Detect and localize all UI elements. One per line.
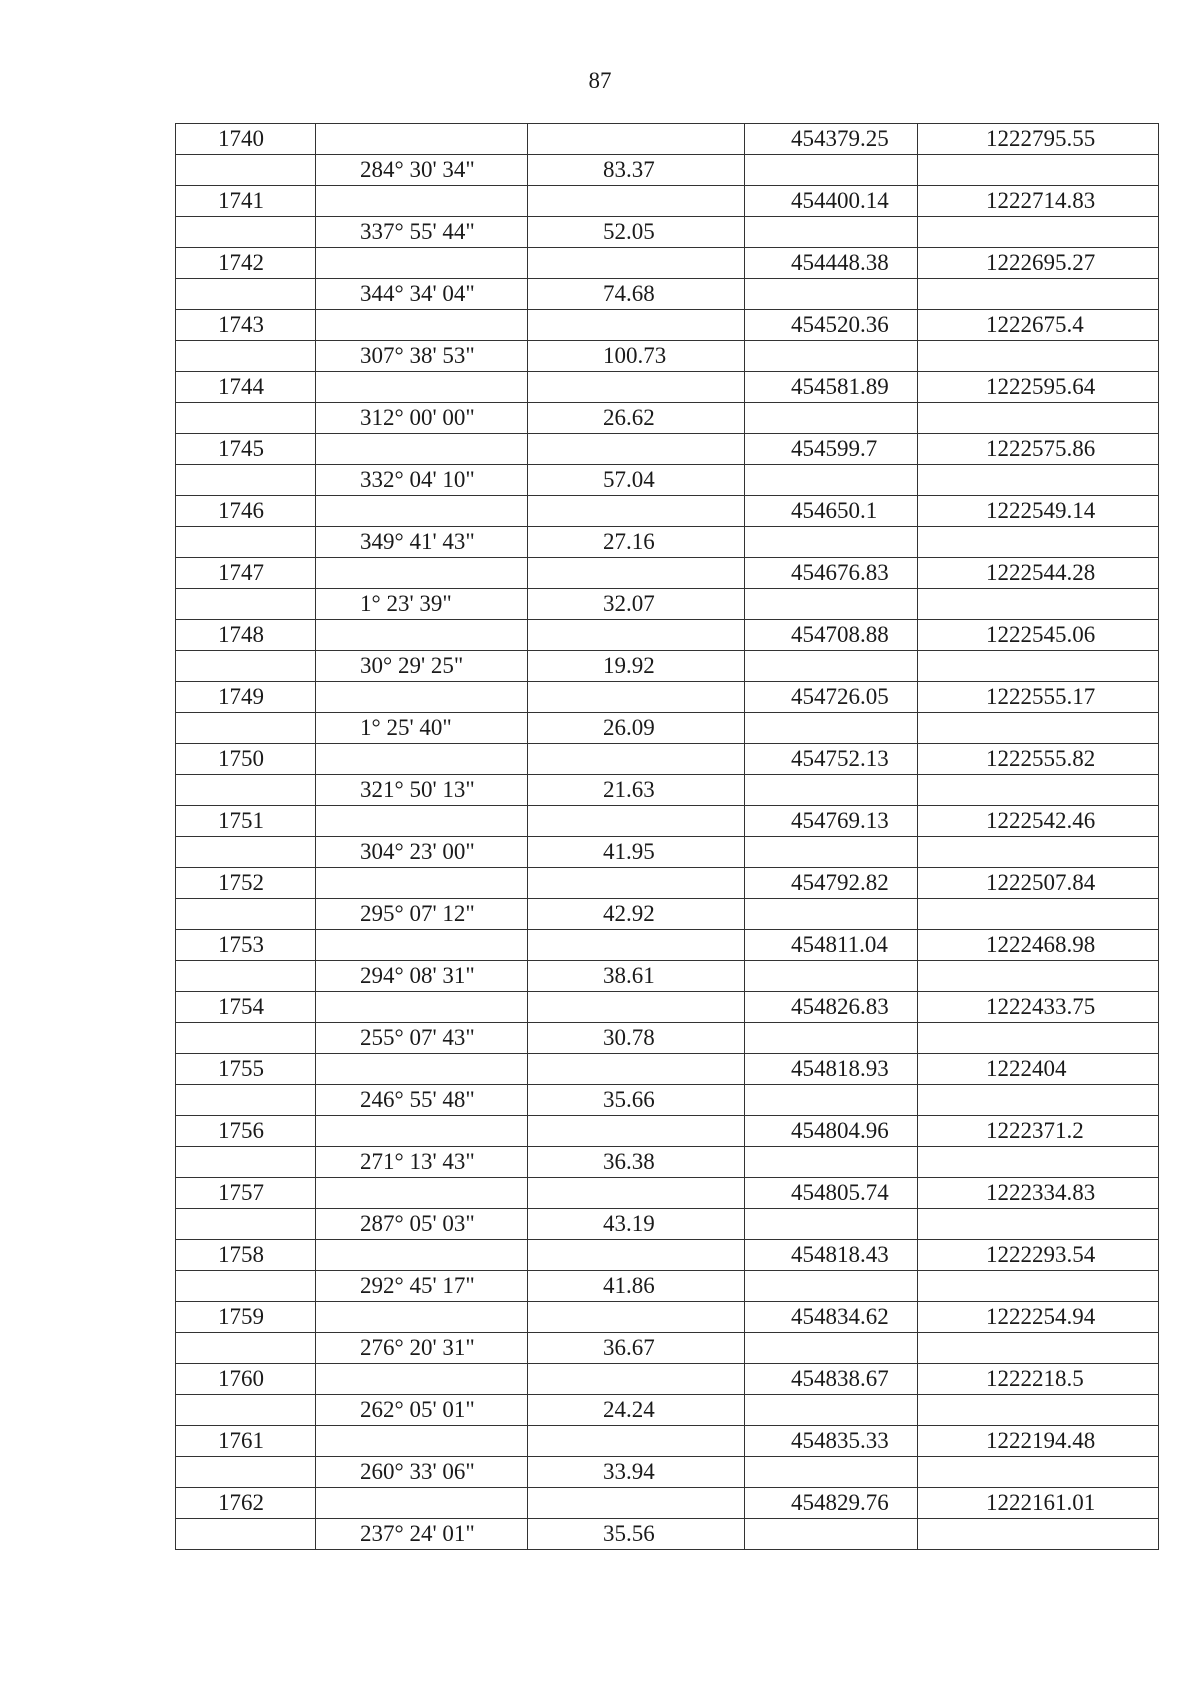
easting-cell bbox=[745, 1519, 918, 1550]
easting-cell: 454769.13 bbox=[745, 806, 918, 837]
distance-cell: 30.78 bbox=[528, 1023, 745, 1054]
easting-cell bbox=[745, 1271, 918, 1302]
station-cell bbox=[176, 341, 316, 372]
distance-cell bbox=[528, 992, 745, 1023]
station-cell bbox=[176, 279, 316, 310]
station-cell bbox=[176, 713, 316, 744]
easting-cell bbox=[745, 1147, 918, 1178]
easting-cell bbox=[745, 775, 918, 806]
easting-cell bbox=[745, 217, 918, 248]
table-row bbox=[176, 403, 1159, 434]
bearing-cell: 332° 04' 10" bbox=[316, 465, 528, 496]
station-cell bbox=[176, 899, 316, 930]
bearing-cell: 1° 23' 39" bbox=[316, 589, 528, 620]
northing-cell bbox=[918, 403, 1159, 434]
northing-cell: 1222555.17 bbox=[918, 682, 1159, 713]
bearing-cell bbox=[316, 1302, 528, 1333]
distance-cell: 21.63 bbox=[528, 775, 745, 806]
northing-cell bbox=[918, 651, 1159, 682]
bearing-cell: 1° 25' 40" bbox=[316, 713, 528, 744]
easting-cell bbox=[745, 713, 918, 744]
bearing-cell: 307° 38' 53" bbox=[316, 341, 528, 372]
northing-cell bbox=[918, 1209, 1159, 1240]
bearing-cell: 246° 55' 48" bbox=[316, 1085, 528, 1116]
station-cell: 1751 bbox=[176, 806, 316, 837]
bearing-cell bbox=[316, 744, 528, 775]
easting-cell bbox=[745, 837, 918, 868]
station-cell: 1743 bbox=[176, 310, 316, 341]
distance-cell: 38.61 bbox=[528, 961, 745, 992]
table-row bbox=[176, 992, 1159, 1023]
bearing-cell bbox=[316, 496, 528, 527]
easting-cell: 454818.93 bbox=[745, 1054, 918, 1085]
northing-cell bbox=[918, 1271, 1159, 1302]
easting-cell bbox=[745, 651, 918, 682]
table-row bbox=[176, 124, 1159, 155]
distance-cell bbox=[528, 1364, 745, 1395]
easting-cell: 454811.04 bbox=[745, 930, 918, 961]
easting-cell bbox=[745, 155, 918, 186]
bearing-cell bbox=[316, 124, 528, 155]
distance-cell bbox=[528, 1054, 745, 1085]
distance-cell bbox=[528, 186, 745, 217]
easting-cell: 454838.67 bbox=[745, 1364, 918, 1395]
bearing-cell: 344° 34' 04" bbox=[316, 279, 528, 310]
distance-cell: 35.66 bbox=[528, 1085, 745, 1116]
northing-cell bbox=[918, 1457, 1159, 1488]
northing-cell bbox=[918, 1147, 1159, 1178]
bearing-cell: 287° 05' 03" bbox=[316, 1209, 528, 1240]
station-cell bbox=[176, 1085, 316, 1116]
easting-cell: 454805.74 bbox=[745, 1178, 918, 1209]
distance-cell bbox=[528, 1178, 745, 1209]
station-cell bbox=[176, 1147, 316, 1178]
table-row bbox=[176, 155, 1159, 186]
bearing-cell: 337° 55' 44" bbox=[316, 217, 528, 248]
station-cell: 1744 bbox=[176, 372, 316, 403]
northing-cell bbox=[918, 589, 1159, 620]
northing-cell: 1222795.55 bbox=[918, 124, 1159, 155]
northing-cell: 1222194.48 bbox=[918, 1426, 1159, 1457]
northing-cell: 1222254.94 bbox=[918, 1302, 1159, 1333]
easting-cell: 454818.43 bbox=[745, 1240, 918, 1271]
easting-cell: 454835.33 bbox=[745, 1426, 918, 1457]
northing-cell bbox=[918, 961, 1159, 992]
table-row bbox=[176, 217, 1159, 248]
distance-cell: 27.16 bbox=[528, 527, 745, 558]
distance-cell bbox=[528, 124, 745, 155]
northing-cell: 1222468.98 bbox=[918, 930, 1159, 961]
distance-cell bbox=[528, 372, 745, 403]
table-row bbox=[176, 1426, 1159, 1457]
station-cell bbox=[176, 775, 316, 806]
table-row bbox=[176, 806, 1159, 837]
bearing-cell bbox=[316, 682, 528, 713]
table-row bbox=[176, 1457, 1159, 1488]
station-cell: 1759 bbox=[176, 1302, 316, 1333]
distance-cell: 36.67 bbox=[528, 1333, 745, 1364]
distance-cell: 83.37 bbox=[528, 155, 745, 186]
northing-cell: 1222544.28 bbox=[918, 558, 1159, 589]
bearing-cell: 271° 13' 43" bbox=[316, 1147, 528, 1178]
northing-cell: 1222555.82 bbox=[918, 744, 1159, 775]
bearing-cell bbox=[316, 186, 528, 217]
distance-cell bbox=[528, 496, 745, 527]
station-cell: 1756 bbox=[176, 1116, 316, 1147]
northing-cell bbox=[918, 527, 1159, 558]
bearing-cell bbox=[316, 372, 528, 403]
distance-cell: 26.09 bbox=[528, 713, 745, 744]
station-cell bbox=[176, 589, 316, 620]
northing-cell bbox=[918, 899, 1159, 930]
station-cell bbox=[176, 837, 316, 868]
station-cell: 1755 bbox=[176, 1054, 316, 1085]
distance-cell bbox=[528, 434, 745, 465]
bearing-cell bbox=[316, 992, 528, 1023]
northing-cell bbox=[918, 775, 1159, 806]
easting-cell: 454676.83 bbox=[745, 558, 918, 589]
easting-cell bbox=[745, 1395, 918, 1426]
table-row bbox=[176, 558, 1159, 589]
station-cell: 1749 bbox=[176, 682, 316, 713]
easting-cell bbox=[745, 527, 918, 558]
northing-cell: 1222545.06 bbox=[918, 620, 1159, 651]
easting-cell bbox=[745, 1085, 918, 1116]
northing-cell bbox=[918, 279, 1159, 310]
table-row bbox=[176, 1054, 1159, 1085]
distance-cell bbox=[528, 682, 745, 713]
station-cell bbox=[176, 527, 316, 558]
station-cell bbox=[176, 1457, 316, 1488]
northing-cell bbox=[918, 1519, 1159, 1550]
distance-cell: 52.05 bbox=[528, 217, 745, 248]
table-row bbox=[176, 682, 1159, 713]
easting-cell: 454581.89 bbox=[745, 372, 918, 403]
station-cell bbox=[176, 1271, 316, 1302]
easting-cell bbox=[745, 899, 918, 930]
bearing-cell bbox=[316, 434, 528, 465]
northing-cell: 1222595.64 bbox=[918, 372, 1159, 403]
station-cell bbox=[176, 1395, 316, 1426]
bearing-cell: 276° 20' 31" bbox=[316, 1333, 528, 1364]
table-row bbox=[176, 1085, 1159, 1116]
table-row bbox=[176, 186, 1159, 217]
table-row bbox=[176, 837, 1159, 868]
distance-cell: 74.68 bbox=[528, 279, 745, 310]
bearing-cell: 255° 07' 43" bbox=[316, 1023, 528, 1054]
station-cell: 1758 bbox=[176, 1240, 316, 1271]
station-cell bbox=[176, 1023, 316, 1054]
easting-cell: 454599.7 bbox=[745, 434, 918, 465]
bearing-cell: 284° 30' 34" bbox=[316, 155, 528, 186]
table-row bbox=[176, 1271, 1159, 1302]
northing-cell bbox=[918, 155, 1159, 186]
distance-cell: 26.62 bbox=[528, 403, 745, 434]
northing-cell: 1222161.01 bbox=[918, 1488, 1159, 1519]
easting-cell: 454400.14 bbox=[745, 186, 918, 217]
station-cell: 1748 bbox=[176, 620, 316, 651]
easting-cell bbox=[745, 1333, 918, 1364]
station-cell: 1752 bbox=[176, 868, 316, 899]
distance-cell bbox=[528, 310, 745, 341]
easting-cell bbox=[745, 403, 918, 434]
northing-cell: 1222218.5 bbox=[918, 1364, 1159, 1395]
table-row bbox=[176, 465, 1159, 496]
table-row bbox=[176, 1116, 1159, 1147]
bearing-cell: 292° 45' 17" bbox=[316, 1271, 528, 1302]
station-cell: 1761 bbox=[176, 1426, 316, 1457]
bearing-cell: 349° 41' 43" bbox=[316, 527, 528, 558]
coordinate-table bbox=[175, 123, 1159, 1550]
station-cell bbox=[176, 1333, 316, 1364]
distance-cell bbox=[528, 1302, 745, 1333]
station-cell bbox=[176, 651, 316, 682]
bearing-cell bbox=[316, 620, 528, 651]
distance-cell bbox=[528, 248, 745, 279]
station-cell: 1742 bbox=[176, 248, 316, 279]
easting-cell: 454834.62 bbox=[745, 1302, 918, 1333]
table-row bbox=[176, 310, 1159, 341]
northing-cell bbox=[918, 1023, 1159, 1054]
bearing-cell bbox=[316, 1178, 528, 1209]
bearing-cell bbox=[316, 1364, 528, 1395]
northing-cell: 1222695.27 bbox=[918, 248, 1159, 279]
station-cell bbox=[176, 465, 316, 496]
table-row bbox=[176, 899, 1159, 930]
distance-cell: 57.04 bbox=[528, 465, 745, 496]
station-cell: 1753 bbox=[176, 930, 316, 961]
easting-cell: 454792.82 bbox=[745, 868, 918, 899]
northing-cell bbox=[918, 837, 1159, 868]
northing-cell: 1222334.83 bbox=[918, 1178, 1159, 1209]
northing-cell bbox=[918, 217, 1159, 248]
easting-cell: 454804.96 bbox=[745, 1116, 918, 1147]
bearing-cell bbox=[316, 868, 528, 899]
northing-cell: 1222549.14 bbox=[918, 496, 1159, 527]
northing-cell bbox=[918, 341, 1159, 372]
station-cell: 1747 bbox=[176, 558, 316, 589]
table-row bbox=[176, 744, 1159, 775]
station-cell bbox=[176, 961, 316, 992]
easting-cell bbox=[745, 341, 918, 372]
bearing-cell: 295° 07' 12" bbox=[316, 899, 528, 930]
northing-cell bbox=[918, 713, 1159, 744]
easting-cell bbox=[745, 1209, 918, 1240]
northing-cell: 1222542.46 bbox=[918, 806, 1159, 837]
distance-cell bbox=[528, 806, 745, 837]
table-row bbox=[176, 775, 1159, 806]
distance-cell: 36.38 bbox=[528, 1147, 745, 1178]
table-row bbox=[176, 868, 1159, 899]
station-cell bbox=[176, 403, 316, 434]
bearing-cell: 304° 23' 00" bbox=[316, 837, 528, 868]
northing-cell: 1222507.84 bbox=[918, 868, 1159, 899]
distance-cell bbox=[528, 558, 745, 589]
distance-cell: 33.94 bbox=[528, 1457, 745, 1488]
table-row bbox=[176, 496, 1159, 527]
distance-cell bbox=[528, 1488, 745, 1519]
station-cell: 1762 bbox=[176, 1488, 316, 1519]
table-row bbox=[176, 527, 1159, 558]
bearing-cell: 312° 00' 00" bbox=[316, 403, 528, 434]
station-cell bbox=[176, 1209, 316, 1240]
station-cell bbox=[176, 1519, 316, 1550]
bearing-cell bbox=[316, 1116, 528, 1147]
bearing-cell: 237° 24' 01" bbox=[316, 1519, 528, 1550]
distance-cell: 24.24 bbox=[528, 1395, 745, 1426]
easting-cell bbox=[745, 1023, 918, 1054]
table-row bbox=[176, 961, 1159, 992]
northing-cell: 1222371.2 bbox=[918, 1116, 1159, 1147]
distance-cell: 41.86 bbox=[528, 1271, 745, 1302]
bearing-cell: 262° 05' 01" bbox=[316, 1395, 528, 1426]
table-row bbox=[176, 620, 1159, 651]
table-row bbox=[176, 1333, 1159, 1364]
bearing-cell: 30° 29' 25" bbox=[316, 651, 528, 682]
northing-cell: 1222675.4 bbox=[918, 310, 1159, 341]
bearing-cell bbox=[316, 930, 528, 961]
northing-cell: 1222433.75 bbox=[918, 992, 1159, 1023]
bearing-cell bbox=[316, 1426, 528, 1457]
bearing-cell bbox=[316, 1240, 528, 1271]
easting-cell: 454448.38 bbox=[745, 248, 918, 279]
table-row bbox=[176, 1023, 1159, 1054]
station-cell: 1754 bbox=[176, 992, 316, 1023]
easting-cell: 454826.83 bbox=[745, 992, 918, 1023]
easting-cell: 454650.1 bbox=[745, 496, 918, 527]
station-cell: 1745 bbox=[176, 434, 316, 465]
northing-cell: 1222575.86 bbox=[918, 434, 1159, 465]
station-cell: 1750 bbox=[176, 744, 316, 775]
northing-cell bbox=[918, 1333, 1159, 1364]
easting-cell bbox=[745, 961, 918, 992]
table-row bbox=[176, 248, 1159, 279]
easting-cell bbox=[745, 279, 918, 310]
easting-cell bbox=[745, 465, 918, 496]
table-row bbox=[176, 713, 1159, 744]
bearing-cell bbox=[316, 310, 528, 341]
table-row bbox=[176, 341, 1159, 372]
station-cell: 1760 bbox=[176, 1364, 316, 1395]
distance-cell: 100.73 bbox=[528, 341, 745, 372]
distance-cell: 41.95 bbox=[528, 837, 745, 868]
easting-cell: 454829.76 bbox=[745, 1488, 918, 1519]
distance-cell bbox=[528, 1240, 745, 1271]
bearing-cell bbox=[316, 1488, 528, 1519]
distance-cell bbox=[528, 868, 745, 899]
distance-cell: 43.19 bbox=[528, 1209, 745, 1240]
table-row bbox=[176, 1364, 1159, 1395]
page-number: 87 bbox=[588, 68, 612, 93]
station-cell bbox=[176, 217, 316, 248]
distance-cell bbox=[528, 744, 745, 775]
table-row bbox=[176, 1178, 1159, 1209]
easting-cell bbox=[745, 589, 918, 620]
distance-cell: 32.07 bbox=[528, 589, 745, 620]
easting-cell: 454708.88 bbox=[745, 620, 918, 651]
table-row bbox=[176, 279, 1159, 310]
bearing-cell: 260° 33' 06" bbox=[316, 1457, 528, 1488]
bearing-cell: 321° 50' 13" bbox=[316, 775, 528, 806]
distance-cell bbox=[528, 930, 745, 961]
bearing-cell bbox=[316, 806, 528, 837]
table-row bbox=[176, 1302, 1159, 1333]
table-row bbox=[176, 1519, 1159, 1550]
easting-cell: 454520.36 bbox=[745, 310, 918, 341]
table-row bbox=[176, 1147, 1159, 1178]
easting-cell: 454752.13 bbox=[745, 744, 918, 775]
bearing-cell bbox=[316, 248, 528, 279]
table-row bbox=[176, 930, 1159, 961]
table-row bbox=[176, 1488, 1159, 1519]
northing-cell: 1222293.54 bbox=[918, 1240, 1159, 1271]
table-row bbox=[176, 651, 1159, 682]
distance-cell bbox=[528, 1116, 745, 1147]
table-row bbox=[176, 1240, 1159, 1271]
station-cell: 1746 bbox=[176, 496, 316, 527]
distance-cell: 42.92 bbox=[528, 899, 745, 930]
northing-cell bbox=[918, 1085, 1159, 1116]
distance-cell: 19.92 bbox=[528, 651, 745, 682]
table-row bbox=[176, 589, 1159, 620]
northing-cell: 1222714.83 bbox=[918, 186, 1159, 217]
distance-cell bbox=[528, 1426, 745, 1457]
table-row bbox=[176, 372, 1159, 403]
station-cell: 1740 bbox=[176, 124, 316, 155]
easting-cell bbox=[745, 1457, 918, 1488]
northing-cell bbox=[918, 465, 1159, 496]
easting-cell: 454379.25 bbox=[745, 124, 918, 155]
station-cell: 1741 bbox=[176, 186, 316, 217]
northing-cell: 1222404 bbox=[918, 1054, 1159, 1085]
northing-cell bbox=[918, 1395, 1159, 1426]
station-cell: 1757 bbox=[176, 1178, 316, 1209]
table-row bbox=[176, 434, 1159, 465]
table-row bbox=[176, 1395, 1159, 1426]
distance-cell bbox=[528, 620, 745, 651]
bearing-cell bbox=[316, 558, 528, 589]
table-row bbox=[176, 1209, 1159, 1240]
bearing-cell: 294° 08' 31" bbox=[316, 961, 528, 992]
station-cell bbox=[176, 155, 316, 186]
bearing-cell bbox=[316, 1054, 528, 1085]
coordinate-table-body bbox=[176, 124, 1159, 1550]
distance-cell: 35.56 bbox=[528, 1519, 745, 1550]
easting-cell: 454726.05 bbox=[745, 682, 918, 713]
